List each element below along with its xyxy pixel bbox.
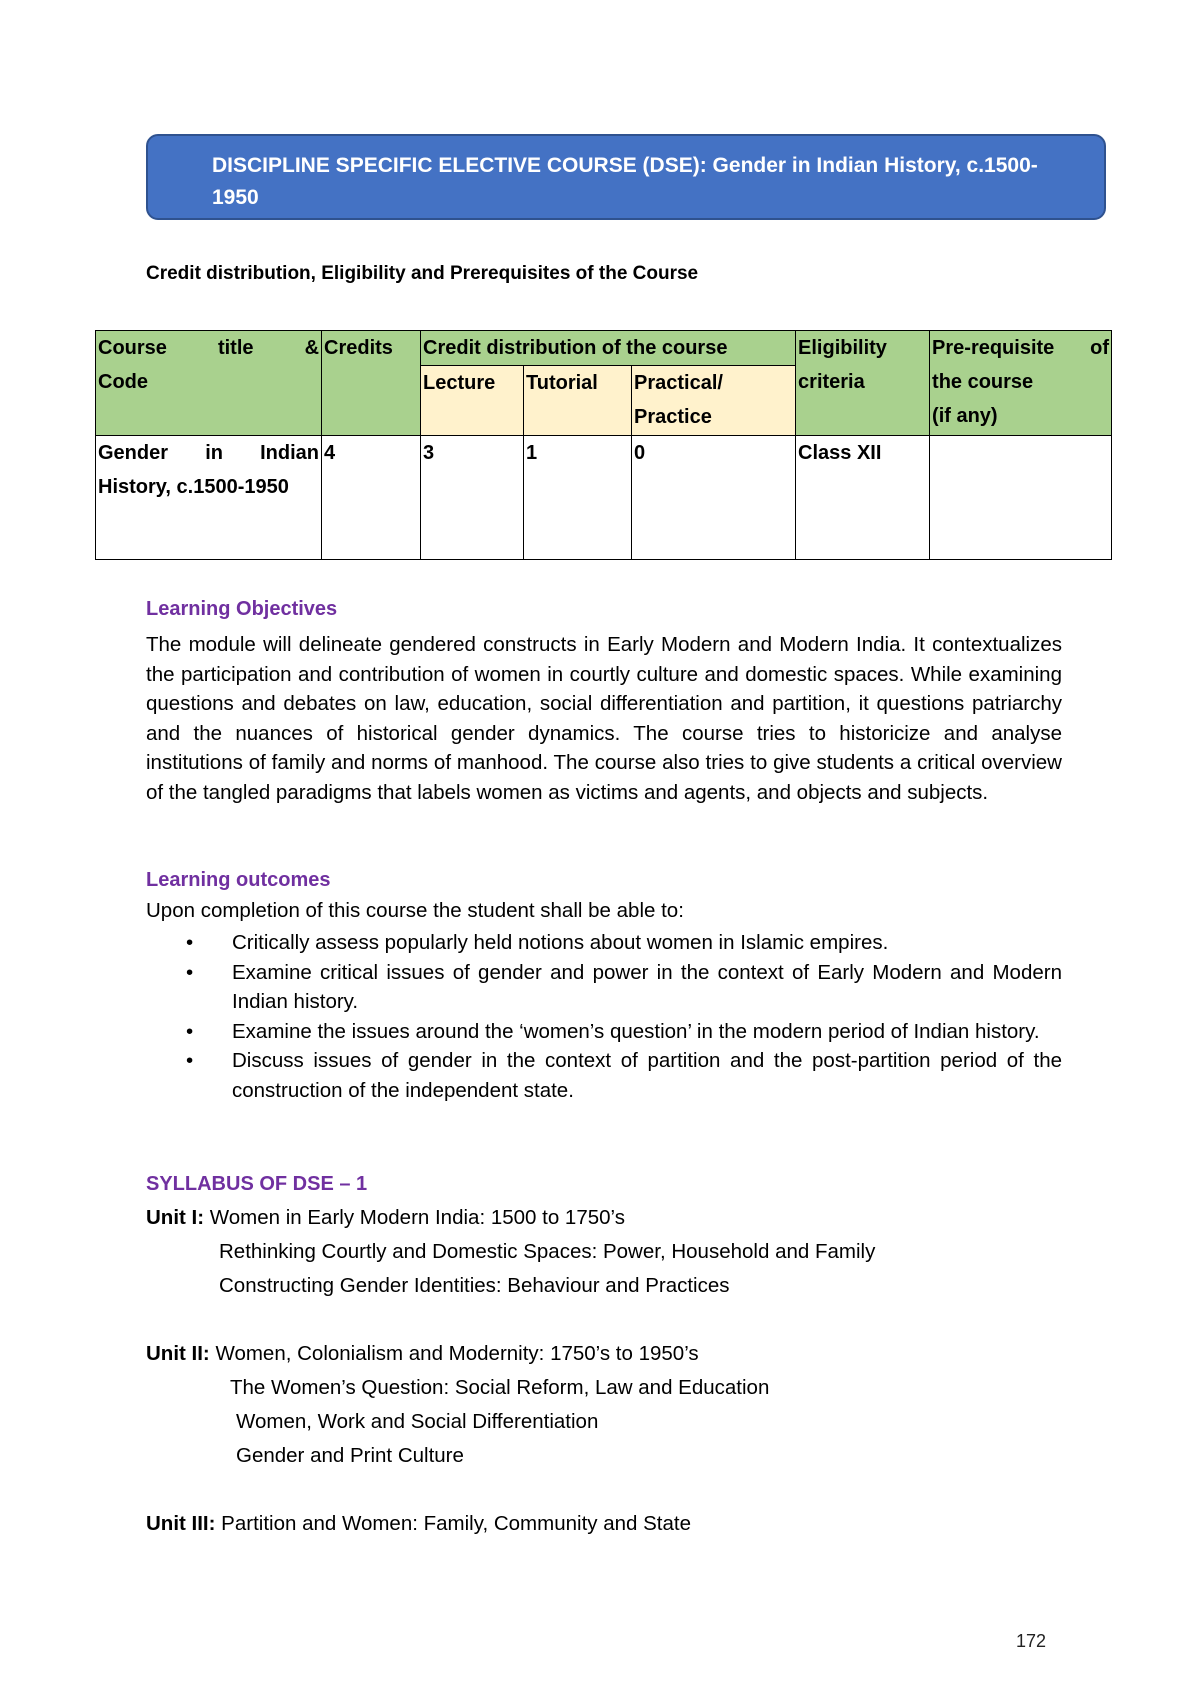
header-eligibility: Eligibility criteria — [796, 331, 930, 436]
unit-1-topic: Rethinking Courtly and Domestic Spaces: Power, Household and Family — [219, 1240, 876, 1263]
unit-2-topic: The Women’s Question: Social Reform, Law and Education — [230, 1376, 770, 1399]
unit-3-heading: Unit III: Partition and Women: Family, Community and State — [146, 1512, 691, 1535]
header-lecture: Lecture — [421, 366, 524, 436]
learning-objectives-text: The module will delineate gendered constructs in Early Modern and Modern India. It contextualizes the participation and contribution of women in courtly culture and domestic spaces. While examining questions and debates on law, education, social differentiation and partition, it questions patriarchy and the nuances of historical gender dynamics. The course tries to historicize and analyse institutions of family and norms of manhood. The course also tries to give students a critical overview of the tangled paradigms that labels women as victims and agents, and objects and subjects. — [146, 633, 1062, 804]
learning-outcomes-heading: Learning outcomes — [146, 869, 331, 891]
cell-eligibility: Class XII — [796, 436, 930, 560]
cell-course-title: Gender in Indian History, c.1500-1950 — [96, 436, 322, 560]
header-practical: Practical/ Practice — [632, 366, 796, 436]
learning-outcomes-intro: Upon completion of this course the student shall be able to: — [146, 899, 684, 922]
cell-prerequisite — [930, 436, 1112, 560]
list-item: • Examine critical issues of gender and power in the context of Early Modern and Modern Indian history. — [186, 960, 1062, 1013]
unit-2-topic: Gender and Print Culture — [236, 1444, 464, 1467]
learning-objectives-heading: Learning Objectives — [146, 598, 338, 620]
list-item: • Examine the issues around the ‘women’s question’ in the modern period of Indian history. — [186, 1019, 1040, 1043]
course-title: DISCIPLINE SPECIFIC ELECTIVE COURSE (DSE): Gender in Indian History, c.1500-1950 — [212, 154, 1038, 209]
credit-distribution-table — [95, 330, 1112, 560]
cell-lecture: 3 — [421, 436, 524, 560]
credit-distribution-heading: Credit distribution, Eligibility and Prerequisites of the Course — [146, 263, 699, 284]
page-number: 172 — [1016, 1631, 1047, 1651]
unit-2-heading: Unit II: Women, Colonialism and Modernity: 1750’s to 1950’s — [146, 1342, 699, 1365]
list-item: • Critically assess popularly held notions about women in Islamic empires. — [186, 931, 889, 954]
header-prerequisite: Pre-requisite of the course (if any) — [930, 331, 1112, 436]
list-item: • Discuss issues of gender in the context of partition and the post-partition period of the construction of the independent state. — [186, 1049, 1062, 1102]
unit-2-topic: Women, Work and Social Differentiation — [236, 1410, 599, 1433]
unit-1-topic: Constructing Gender Identities: Behaviour and Practices — [219, 1274, 730, 1297]
course-title-banner — [146, 134, 1106, 220]
syllabus-heading: SYLLABUS OF DSE – 1 — [146, 1173, 368, 1195]
cell-credits: 4 — [322, 436, 421, 560]
unit-1-heading: Unit I: Women in Early Modern India: 1500 to 1750’s — [146, 1206, 625, 1229]
cell-practical: 0 — [632, 436, 796, 560]
header-course-title-code: Course title & Code — [96, 331, 322, 436]
learning-outcomes-list — [146, 928, 1062, 1105]
header-credits: Credits — [322, 331, 421, 436]
cell-tutorial: 1 — [524, 436, 632, 560]
header-tutorial: Tutorial — [524, 366, 632, 436]
header-credit-distribution: Credit distribution of the course — [421, 331, 796, 366]
